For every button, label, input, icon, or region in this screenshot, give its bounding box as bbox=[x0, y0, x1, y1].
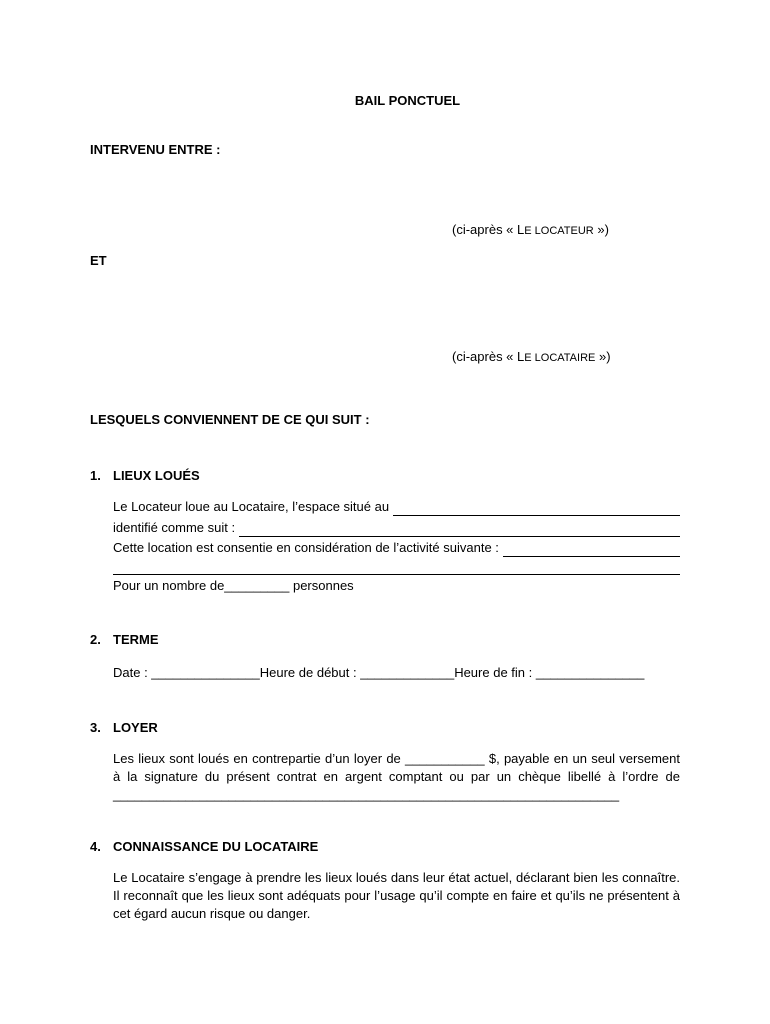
identification-label: identifié comme suit : bbox=[113, 520, 236, 535]
address-blank[interactable] bbox=[393, 502, 680, 516]
activity-blank[interactable] bbox=[503, 543, 680, 557]
locateur-smallcaps: E LOCATEUR bbox=[524, 225, 594, 237]
section-2-number: 2. bbox=[90, 632, 101, 647]
section-1-heading: LIEUX LOUÉS bbox=[113, 468, 200, 483]
locateur-prefix: (ci-après « L bbox=[452, 222, 525, 237]
et-heading: ET bbox=[90, 253, 107, 268]
address-row bbox=[113, 498, 680, 516]
address-label: Le Locateur loue au Locataire, l’espace situé au bbox=[113, 499, 390, 514]
activity-label: Cette location est consentie en considération de l’activité suivante : bbox=[113, 540, 499, 555]
locataire-smallcaps: E LOCATAIRE bbox=[524, 352, 596, 364]
lesquels-heading: LESQUELS CONVIENNENT DE CE QUI SUIT : bbox=[90, 412, 370, 427]
locateur-suffix: ») bbox=[593, 222, 609, 237]
payee-blank[interactable]: ______________________________________________________________________ bbox=[113, 787, 620, 802]
rent-paragraph bbox=[113, 750, 680, 804]
tenant-knowledge-paragraph: Le Locataire s’engage à prendre les lieux loués dans leur état actuel, déclarant bien les connaître. Il reconnaît que les lieux sont adéquats pour l’usage qu’il compte en faire et qu’ils ne présentent à cet égard aucun risque ou danger. bbox=[113, 870, 680, 921]
activity-continuation-blank[interactable] bbox=[113, 574, 680, 575]
locataire-prefix: (ci-après « L bbox=[452, 349, 525, 364]
section-4-number: 4. bbox=[90, 839, 101, 854]
section-3-heading: LOYER bbox=[113, 720, 158, 735]
locateur-designation bbox=[452, 221, 609, 240]
section-2-heading: TERME bbox=[113, 632, 159, 647]
identification-row bbox=[113, 519, 680, 537]
locataire-designation bbox=[452, 348, 611, 367]
identification-blank[interactable] bbox=[239, 523, 680, 537]
intervenu-heading: INTERVENU ENTRE : bbox=[90, 142, 221, 157]
activity-row bbox=[113, 539, 680, 557]
section-3-number: 3. bbox=[90, 720, 101, 735]
term-line: Date : _______________Heure de début : _____________Heure de fin : _______________ bbox=[113, 665, 645, 680]
section-1-number: 1. bbox=[90, 468, 101, 483]
document-title: BAIL PONCTUEL bbox=[354, 93, 461, 108]
rent-text: Les lieux sont loués en contrepartie d’un loyer de ___________ $, payable en un seul versement à la signature du présent contrat en argent comptant ou par un chèque libellé à l’ordre de bbox=[113, 751, 680, 784]
persons-count-line: Pour un nombre de_________ personnes bbox=[113, 578, 354, 593]
section-4-heading: CONNAISSANCE DU LOCATAIRE bbox=[113, 839, 319, 854]
locataire-suffix: ») bbox=[595, 349, 611, 364]
